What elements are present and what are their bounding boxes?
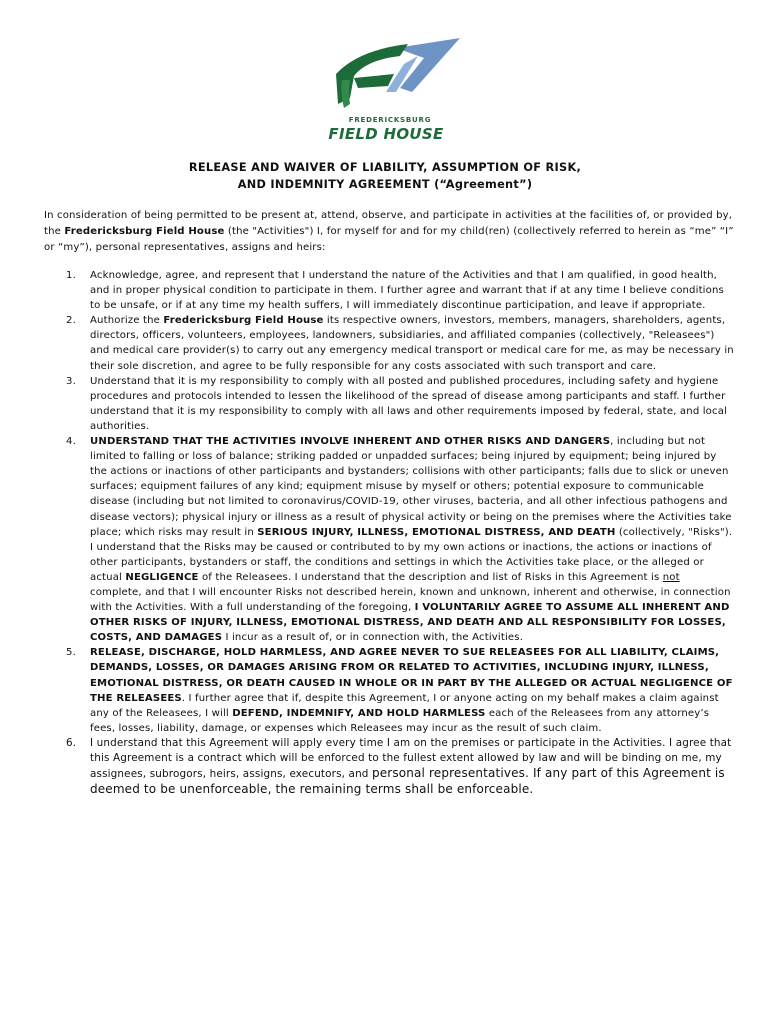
clause-text: complete, and that I will encounter Risks not described herein, known and unknown, inherent and otherwise, in connection with the Activities. With a full understanding of the foregoing, [90,586,731,614]
clause-text: . I further agree that if, despite this Agreement, I or anyone acting on my behalf makes a claim against any of the Releasees, I will [90,692,719,719]
clause-bold-text: SERIOUS INJURY, ILLNESS, EMOTIONAL DISTRESS, AND DEATH [257,526,616,538]
clause-text: of the Releasees. I understand that the description and list of Risks in this Agreement is [198,571,663,583]
clause-4 [44,434,734,645]
fredericksburg-field-house-logo [300,34,472,146]
clause-text: each of the Releasees from any attorney’s fees, losses, liability, damage, or expenses which Releasees may incur as the result of such claim. [90,707,710,734]
clause-text: (collectively, "Risks"). I understand that the Risks may be caused or contributed to by my own actions or inactions, the actions or inactions of other participants, bystanders or staff, the conditions and settings in which the Activities take place, or the alleged or actual [90,526,733,583]
intro-facility-name: Fredericksburg Field House [64,226,225,237]
clause-number: 3. [66,375,76,387]
clause-bold-text: DEFEND, INDEMNIFY, AND HOLD HARMLESS [232,707,486,719]
clause-bold-text: UNDERSTAND THAT THE ACTIVITIES INVOLVE INHERENT AND OTHER RISKS AND DANGERS [90,436,611,448]
clause-text: Authorize the [90,315,164,327]
clause-bold-text: I VOLUNTARILY AGREE TO ASSUME ALL INHERENT AND OTHER RISKS OF INJURY, ILLNESS, EMOTIONAL DISTRESS, AND DEATH AND ALL RESPONSIBILITY FOR LOSSES, COSTS, AND DAMAGES [90,602,730,644]
clause-facility-name: Fredericksburg Field House [163,315,324,327]
clause-number: 2. [66,315,76,327]
agreement-clauses [44,268,734,798]
clause-number: 4. [66,436,76,448]
title-line-1: RELEASE AND WAIVER OF LIABILITY, ASSUMPTION OF RISK, [188,161,582,174]
document-title [40,159,730,193]
logo-text-main: FIELD HOUSE [328,125,444,143]
clause-bold-text: RELEASE, DISCHARGE, HOLD HARMLESS, AND AGREE NEVER TO SUE RELEASEES FOR ALL LIABILITY, CLAIMS, DEMANDS, LOSSES, OR DAMAGES ARISING FROM OR RELATED TO ACTIVITIES, INCLUDING INJURY, ILLNESS, EMOTIONAL DISTRESS, OR DEATH CAUSED IN WHOLE OR IN PART BY THE ALLEGED OR ACTUAL NEGLIGENCE OF THE RELEASEES [90,647,733,704]
intro-paragraph [44,208,734,256]
clause-text: I understand that this Agreement will apply every time I am on the premises or participate in the Activities. I agree that this Agreement is a contract which will be enforced to the fullest extent allowed by law and will be binding on me, my assignees, subrogors, heirs, assigns, executors, and [90,736,732,781]
title-line-2: AND INDEMNITY AGREEMENT (“Agreement”) [237,178,533,191]
clause-text: its respective owners, investors, members, managers, shareholders, agents, directors, officers, volunteers, employees, landowners, subsidiaries, and affiliated companies (collectively, "Releasees") and medical care provider(s) to carry out any emergency medical transport or medical care for me, as may be necessary in their sole discretion, and agree to be fully responsible for any costs associated with such transport and care. [90,315,734,372]
clause-text: Acknowledge, agree, and represent that I understand the nature of the Activities and that I am qualified, in good health, and in proper physical condition to participate in them. I further agree and warrant that if at any time I believe conditions to be unsafe, or if at any time my health suffers, I will immediately discontinue participation, and leave if appropriate. [90,270,724,312]
clause-5 [44,645,734,736]
clause-1 [44,268,734,313]
clause-number: 1. [66,270,76,281]
clause-text: personal representatives. If any part of this Agreement is deemed to be unenforceable, the remaining terms shall be enforceable. [90,766,725,797]
clause-underlined-text: not [662,571,680,583]
intro-text: (the "Activities") I, for myself for and for my child(ren) (collectively referred to herein as “me” “I” or “my”), personal representatives, assigns and heirs: [44,226,734,253]
intro-text: In consideration of being permitted to be present at, attend, observe, and participate in activities at the facilities of, or provided by, the [44,210,733,237]
clause-6 [44,736,734,798]
logo-mark-icon [300,34,472,120]
clause-3 [44,374,734,434]
clause-bold-text: NEGLIGENCE [125,571,199,583]
clause-number: 6. [66,736,77,749]
clause-number: 5. [66,647,76,659]
clause-2 [44,313,734,373]
clause-text: , including but not limited to falling or loss of balance; striking padded or unpadded surfaces; being injured by equipment; being injured by the actions or inactions of other participants and bystanders; collisions with other participants; falls due to slick or uneven surfaces; equipment failures of any kind; equipment misuse by myself or others; potential exposure to communicable disease (including but not limited to coronavirus/COVID-19, other viruses, bacteria, and all other infectious pathogens and disease vectors); physical injury or illness as a result of physical activity or being on the premises where the Activities take place; which risks may result in [90,436,732,538]
clause-text: Understand that it is my responsibility to comply with all posted and published procedures, including safety and hygiene procedures and protocols intended to lessen the likelihood of the spread of disease among participants and staff. I further understand that it is my responsibility to comply with all laws and other requirements imposed by federal, state, and local authorities. [90,375,728,432]
logo-text-top: FREDERICKSBURG [348,116,432,124]
clause-text: I incur as a result of, or in connection with, the Activities. [222,632,524,644]
